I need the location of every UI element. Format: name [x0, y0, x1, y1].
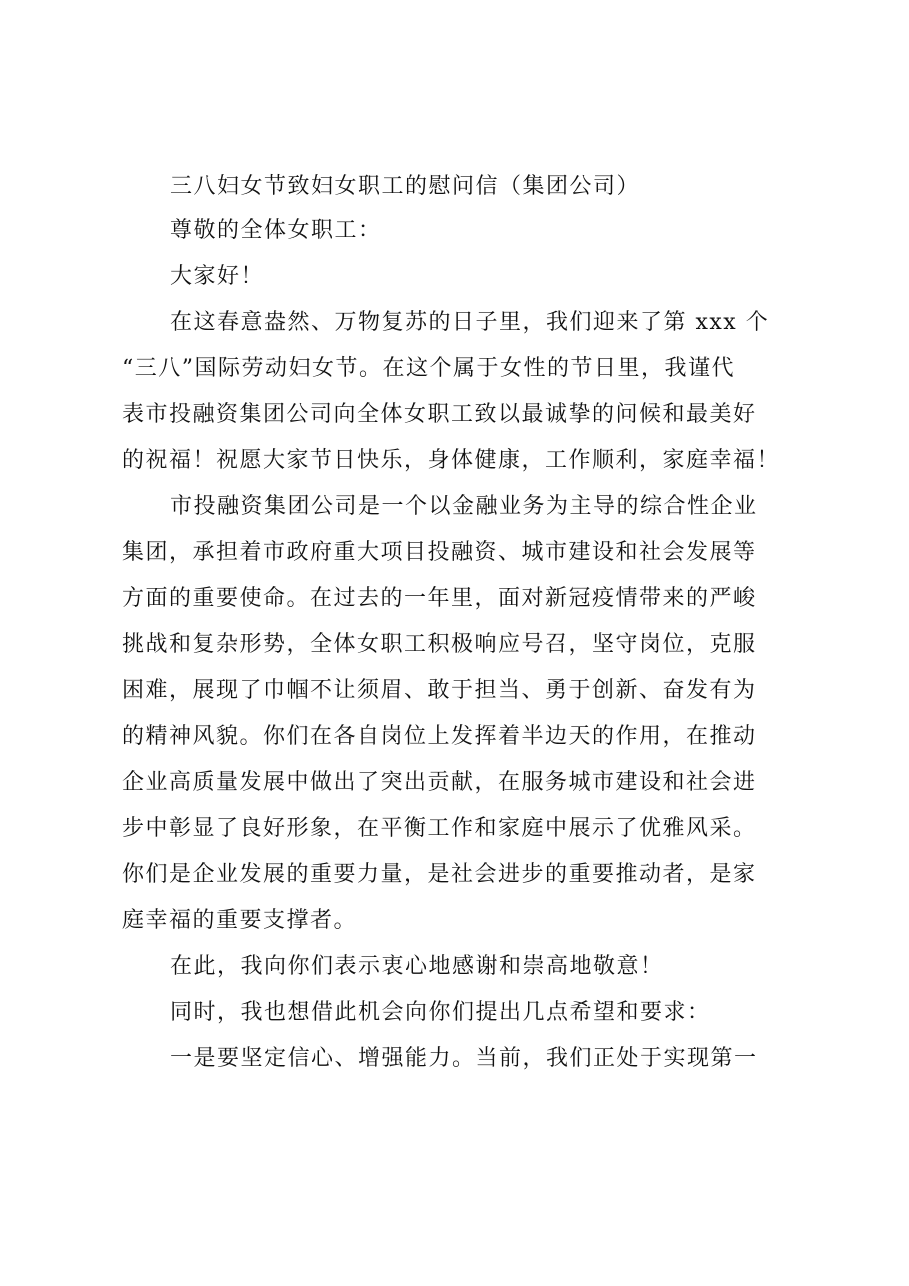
paragraph-line: 庭幸福的重要支撑者。 [122, 908, 358, 933]
paragraph-line: 步中彰显了良好形象，在平衡工作和家庭中展示了优雅风采。 [122, 816, 757, 841]
paragraph-1 [122, 301, 798, 483]
paragraph-line: 方面的重要使命。在过去的一年里，面对新冠疫情带来的严峻 [122, 586, 757, 611]
paragraph-line: 表市投融资集团公司向全体女职工致以最诚挚的问候和最美好 [122, 402, 757, 427]
paragraph-line: “三八”国际劳动妇女节。在这个属于女性的节日里，我谨代 [122, 356, 735, 381]
paragraph-line: 你们是企业发展的重要力量，是社会进步的重要推动者，是家 [122, 862, 757, 887]
greeting: 大家好！ [170, 264, 265, 289]
salutation: 尊敬的全体女职工： [170, 218, 382, 243]
paragraph-line: 企业高质量发展中做出了突出贡献，在服务城市建设和社会进 [122, 770, 757, 795]
paragraph-5: 一是要坚定信心、增强能力。当前，我们正处于实现第一 [170, 1046, 758, 1071]
paragraph-line: 挑战和复杂形势，全体女职工积极响应号召，坚守岗位，克服 [122, 632, 757, 657]
paragraph-line: 困难，展现了巾帼不让须眉、敢于担当、勇于创新、奋发有为 [122, 678, 757, 703]
paragraph-4: 同时，我也想借此机会向你们提出几点希望和要求： [170, 1000, 711, 1025]
paragraph-line: 在这春意盎然、万物复苏的日子里，我们迎来了第 xxx 个 [170, 310, 770, 335]
paragraph-3: 在此，我向你们表示衷心地感谢和崇高地敬意！ [170, 954, 664, 979]
letter-body [122, 165, 798, 1083]
paragraph-2 [122, 485, 798, 943]
paragraph-line: 的祝福！祝愿大家节日快乐，身体健康，工作顺利，家庭幸福！ [122, 448, 781, 473]
paragraph-line: 集团，承担着市政府重大项目投融资、城市建设和社会发展等 [122, 540, 757, 565]
paragraph-line: 的精神风貌。你们在各自岗位上发挥着半边天的作用，在推动 [122, 724, 757, 749]
paragraph-line: 市投融资集团公司是一个以金融业务为主导的综合性企业 [170, 494, 758, 519]
document-title: 三八妇女节致妇女职工的慰问信（集团公司） [170, 174, 641, 199]
